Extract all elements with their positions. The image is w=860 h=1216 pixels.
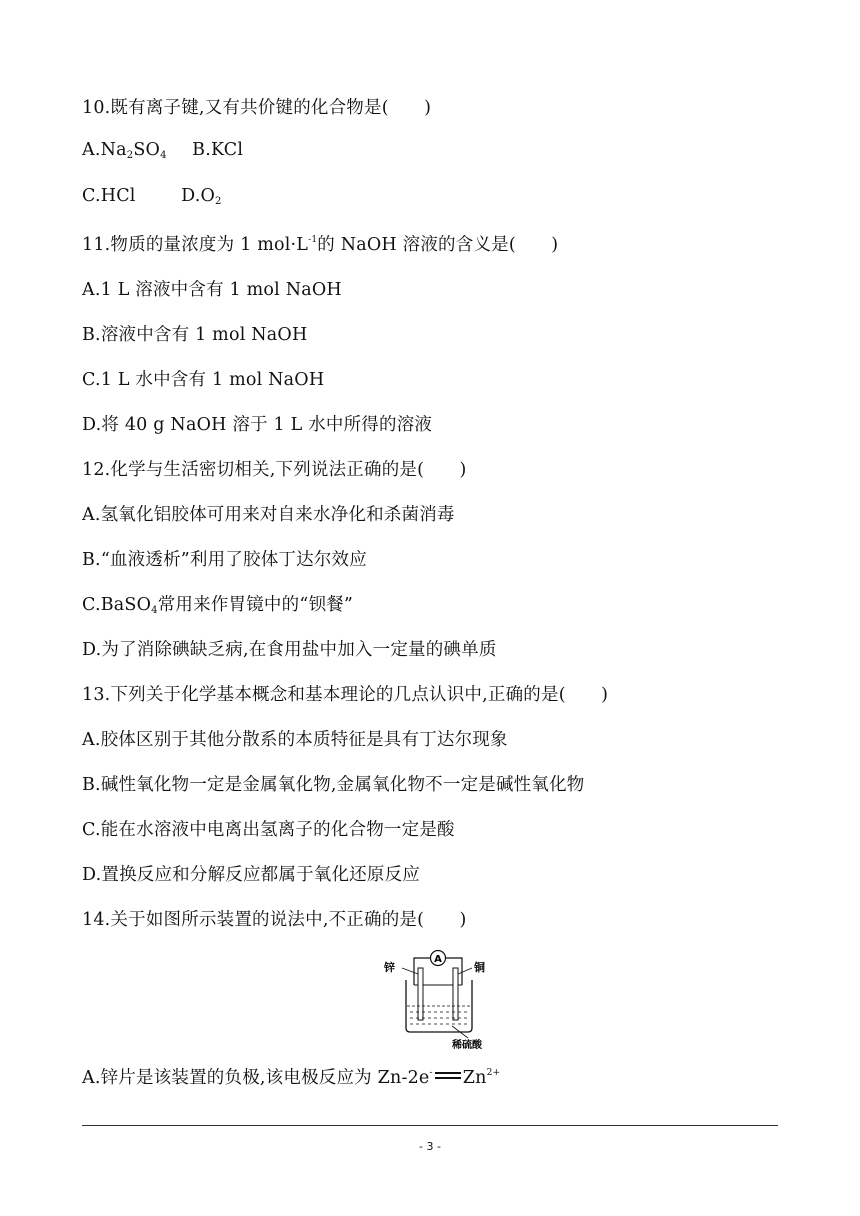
q10-option-a-prefix: A.Na [82,140,127,160]
q12-option-d: D.为了消除碘缺乏病,在食用盐中加入一定量的碘单质 [82,640,497,660]
q10-option-a-b [82,140,243,161]
q14-option-a-sup1: - [429,1068,433,1078]
q14-option-a-sup2: 2+ [486,1068,501,1078]
galvanic-cell-figure [380,940,500,1050]
q10-option-a-sub2: 4 [160,150,167,161]
q10-option-d-prefix: D.O [181,186,216,206]
q10-option-a-mid: SO [133,140,161,160]
q13-option-d: D.置换反应和分解反应都属于氧化还原反应 [82,865,420,885]
q12-option-a: A.氢氧化铝胶体可用来对自来水净化和杀菌消毒 [82,505,455,525]
zinc-label: 锌 [384,961,395,974]
q14-option-a [82,1064,500,1089]
footer-divider [82,1125,778,1126]
q13-option-c: C.能在水溶液中电离出氢离子的化合物一定是酸 [82,820,455,840]
q12-option-c-sub: 4 [151,605,158,616]
galvanic-cell-diagram [380,940,500,1050]
q10-stem: 10.既有离子键,又有共价键的化合物是( ) [82,98,432,118]
q11-option-a: A.1 L 溶液中含有 1 mol NaOH [82,280,342,300]
copper-leader [458,968,472,974]
q14-option-a-prefix: A.锌片是该装置的负极,该电极反应为 Zn-2e [82,1068,430,1088]
zinc-leader [402,968,418,974]
q13-option-b: B.碱性氧化物一定是金属氧化物,金属氧化物不一定是碱性氧化物 [82,775,585,795]
q10-option-c: C.HCl [82,186,136,206]
q11-stem [82,231,558,256]
q13-stem: 13.下列关于化学基本概念和基本理论的几点认识中,正确的是( ) [82,685,609,705]
q10-option-b: B.KCl [192,140,244,160]
q14-stem: 14.关于如图所示装置的说法中,不正确的是( ) [82,910,467,930]
q12-stem: 12.化学与生活密切相关,下列说法正确的是( ) [82,460,467,480]
copper-label: 铜 [474,961,485,974]
q11-stem-sup: -1 [308,235,318,245]
ammeter-label: A [434,954,442,965]
q11-option-d: D.将 40 g NaOH 溶于 1 L 水中所得的溶液 [82,415,433,435]
q12-option-c-rest: 常用来作胃镜中的“钡餐” [157,595,354,615]
q12-option-c [82,591,353,616]
q11-stem-b: 的 NaOH 溶液的含义是( ) [317,235,559,255]
q14-option-a-zn: Zn [462,1068,487,1088]
equals-sign-icon [435,1072,461,1080]
q11-stem-a: 11.物质的量浓度为 1 mol·L [82,235,309,255]
q10-option-d-sub: 2 [215,196,222,207]
q11-option-b: B.溶液中含有 1 mol NaOH [82,325,308,345]
q11-option-c: C.1 L 水中含有 1 mol NaOH [82,370,325,390]
q12-option-c-prefix: C.BaSO [82,595,152,615]
q10-option-a-sub1: 2 [126,150,134,161]
q10-option-c-d [82,186,222,207]
q12-option-b: B.“血液透析”利用了胶体丁达尔效应 [82,550,367,570]
page-number: - 3 - [419,1140,441,1153]
sulfuric-acid-label: 稀硫酸 [452,1040,482,1050]
q13-option-a: A.胶体区别于其他分散系的本质特征是具有丁达尔现象 [82,730,508,750]
